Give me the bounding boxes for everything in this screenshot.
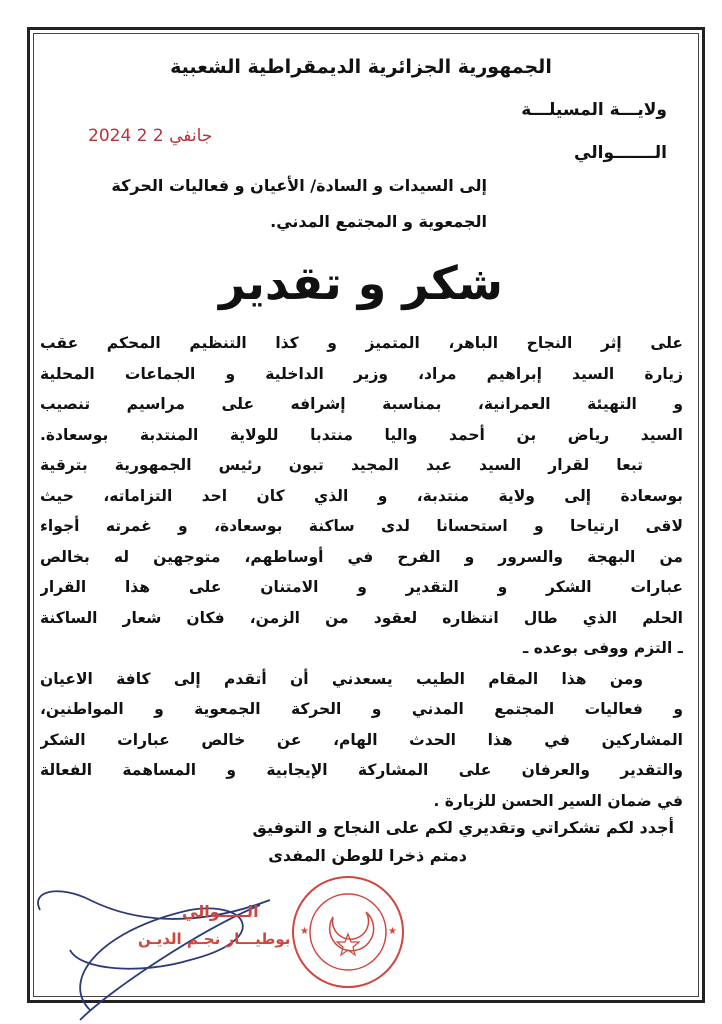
body-line: بوسعادة إلى ولاية منتدبة، و الذي كان احد التزاماته، حيث	[40, 486, 683, 505]
wilaya-label: ولايـــة المسيلـــة	[521, 100, 667, 120]
body-line: المشاركين في هذا الحدث الهام، عن خالص عبارات الشكر	[40, 730, 683, 749]
body-line: من البهجة والسرور و الفرح في أوساطهم، متوجهين له بخالص	[40, 547, 683, 566]
body-line: على إثر النجاح الباهر، المتميز و كذا التنظيم المحكم عقب	[40, 334, 683, 352]
republic-heading: الجمهورية الجزائرية الديمقراطية الشعبية	[170, 56, 552, 78]
document-title: شكر و تقدير	[218, 256, 504, 310]
body-line: الحلم الذي طال انتظاره لعقود من الزمن، فكان شعار الساكنة	[40, 608, 683, 627]
body-line: و التهيئة العمرانية، بمناسبة إشرافه على مراسيم تنصيب	[40, 395, 683, 413]
closing-line-1: أجدد لكم تشكراتي وتقديري لكم على النجاح و التوفيق	[252, 818, 674, 837]
body-line: عبارات الشكر و التقدير و الامتنان على هذا القرار	[40, 578, 683, 596]
body-line: تبعا لقرار السيد عبد المجيد تبون رئيس الجمهورية بترقية	[40, 456, 643, 474]
body-line: و فعاليات المجتمع المدني و الحركة الجمعوية و المواطنين،	[40, 700, 683, 718]
body-line: ـ التزم ووفى بوعده ـ	[523, 639, 683, 657]
svg-text:★: ★	[300, 926, 309, 937]
signature-title: الـــــوالي	[182, 902, 259, 921]
letter-body	[40, 328, 683, 816]
body-line: والتقدير والعرفان على المشاركة الإيجابية و المساهمة الفعالة	[40, 761, 683, 779]
body-line: ومن هذا المقام الطيب يسعدني أن أتقدم إلى كافة الاعيان	[40, 669, 643, 688]
date-stamp: 2024 جانفي 2 2	[88, 126, 213, 146]
svg-text:★: ★	[388, 926, 397, 937]
wali-label: الـــــــوالي	[574, 143, 667, 163]
body-line: السيد رياض بن أحمد واليا منتدبا للولاية المنتدبة بوسعادة.	[40, 425, 683, 444]
body-line: في ضمان السير الحسن للزيارة .	[433, 791, 683, 810]
addressee-line-1: إلى السيدات و السادة/ الأعيان و فعاليات الحركة	[111, 176, 487, 195]
closing-line-2: دمتم ذخرا للوطن المفدى	[268, 846, 467, 865]
body-line: زيارة السيد إبراهيم مراد، وزير الداخلية و الجماعات المحلية	[40, 364, 683, 383]
addressee-line-2: الجمعوية و المجتمع المدني.	[270, 212, 487, 231]
body-line: لاقى ارتياحا و استحسانا لدى ساكنة بوسعادة، و غمرته أجواء	[40, 517, 683, 535]
signatory-name: بوطيـــار نجـم الديـن	[138, 930, 291, 948]
